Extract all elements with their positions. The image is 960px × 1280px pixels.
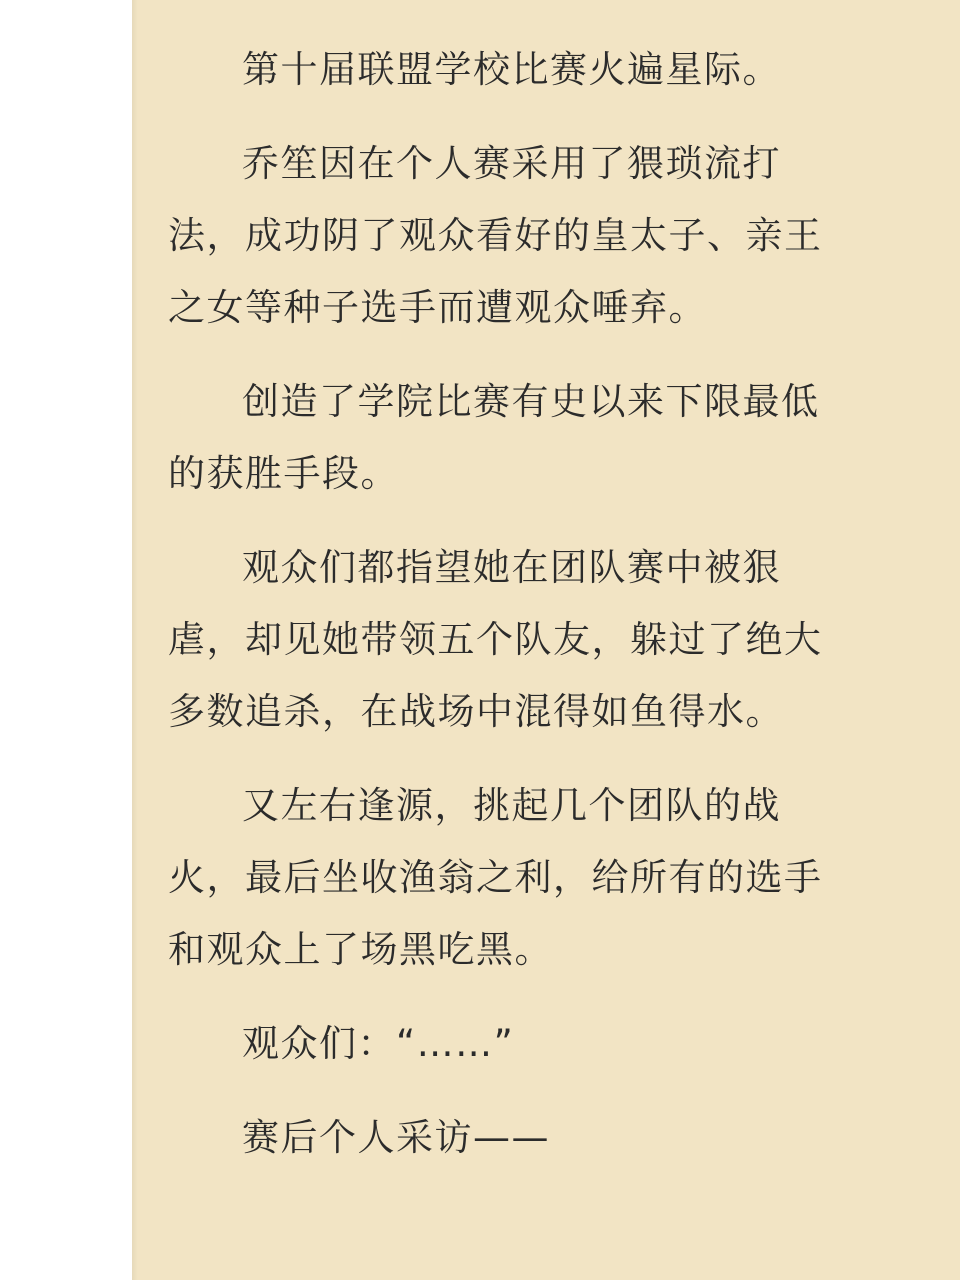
paragraph: 又左右逢源，挑起几个团队的战火，最后坐收渔翁之利，给所有的选手和观众上了场黑吃黑。: [168, 784, 823, 971]
paper-content-area: [132, 0, 960, 1280]
novel-text-column: [168, 34, 828, 1174]
paper-sheet: [132, 0, 960, 1280]
paragraph: 乔笙因在个人赛采用了猥琐流打法，成功阴了观众看好的皇太子、亲王之女等种子选手而遭观众唾弃。: [168, 142, 823, 329]
paragraph: 创造了学院比赛有史以来下限最低的获胜手段。: [168, 380, 820, 495]
paragraph: 赛后个人采访——: [242, 1116, 550, 1159]
paragraph: 观众们都指望她在团队赛中被狠虐，却见她带领五个队友，躲过了绝大多数追杀，在战场中混得如鱼得水。: [168, 546, 823, 733]
paragraph: 第十届联盟学校比赛火遍星际。: [242, 48, 781, 91]
paragraph: 观众们：“……”: [242, 1022, 515, 1065]
